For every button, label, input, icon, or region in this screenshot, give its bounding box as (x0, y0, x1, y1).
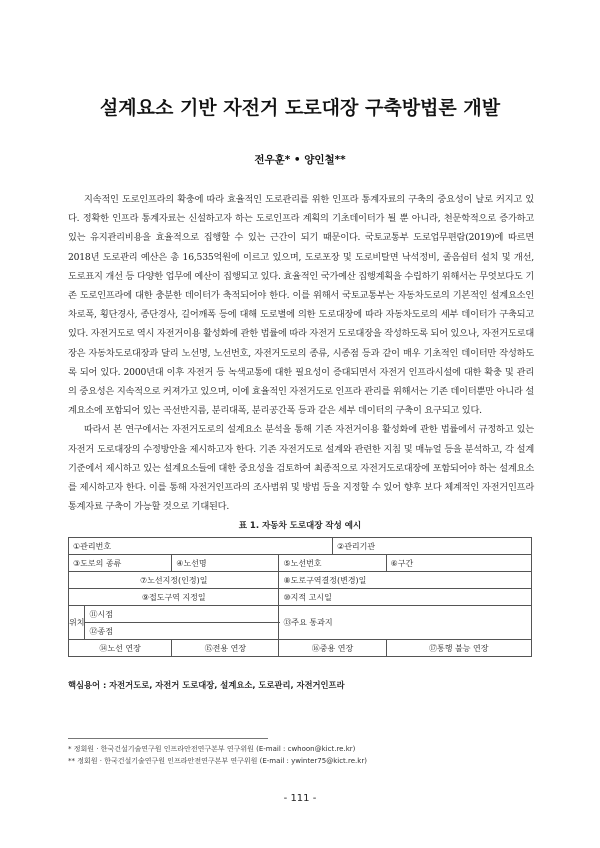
table-cell: ⑨접도구역 지정일 (69, 589, 279, 606)
footnote-2: ** 정회원 · 한국건설기술연구원 인프라안전연구본부 연구위원 (E-mail : ywinter75@kict.re.kr) (68, 757, 367, 765)
table-cell: ⑭노선 연장 (69, 640, 172, 657)
authors: 전우훈* • 양인철** (254, 154, 346, 166)
table-cell: ④노선명 (172, 555, 279, 572)
table-cell: ⑥구간 (386, 555, 531, 572)
abstract-paragraph-2: 따라서 본 연구에서는 자전거도로의 설계요소 분석을 통해 기존 자전거이용 활성화에 관한 법률에서 규정하고 있는 자전거 도로대장의 수정방안을 제시하고자 한다. 기존 자전거도로 설계와 관련한 지침 및 매뉴얼 등을 분석하고, 각 설계기준에서 제시하고 있는 설계요소들에 대한 중요성을 검토하여 최종적으로 자전거도로대장에 포함되어야 하는 설계요소를 제시하고자 한다. 이를 통해 자전거인프라의 조사범위 및 방법 등을 지정할 수 있어 향후 보다 체계적인 자전거인프라 통계자료 구축이 가능할 것으로 기대된다. (68, 424, 534, 513)
keywords: 핵심용어 : 자전거도로, 자전거 도로대장, 설계요소, 도로관리, 자전거인프라 (68, 680, 345, 690)
footnote-divider (68, 738, 268, 739)
table-cell: ②관리기관 (333, 538, 532, 555)
table-caption: 표 1. 자동차 도로대장 작성 예시 (238, 521, 362, 531)
table-row (69, 606, 532, 623)
table-row (69, 572, 532, 589)
table-cell: ⑬주요 통과지 (279, 606, 532, 640)
footnotes (68, 738, 538, 767)
table-cell: ⑰통행 불능 연장 (386, 640, 531, 657)
table-cell: ⑤노선번호 (279, 555, 386, 572)
table-cell: ⑯중용 연장 (279, 640, 386, 657)
paper-title: 설계요소 기반 자전거 도로대장 구축방법론 개발 (99, 97, 501, 119)
table-row (69, 538, 532, 555)
page-number: - 111 - (283, 793, 317, 804)
table-cell: ①관리번호 (69, 538, 333, 555)
footnote-1: * 정회원 · 한국건설기술연구원 인프라안전연구본부 연구위원 (E-mail : cwhoon@kict.re.kr) (68, 745, 356, 753)
table-cell: ⑪시점 (85, 606, 279, 623)
table-cell: ⑫종점 (85, 623, 279, 640)
table-cell: ⑧도로구역결정(변경)일 (279, 572, 532, 589)
table-cell: ⑦노선지정(인정)일 (69, 572, 279, 589)
abstract (68, 190, 534, 516)
table-row (69, 555, 532, 572)
road-register-table (68, 537, 532, 657)
table-cell: ⑮전용 연장 (172, 640, 279, 657)
abstract-paragraph-1: 지속적인 도로인프라의 확충에 따라 효율적인 도로관리를 위한 인프라 통계자료의 구축의 중요성이 날로 커지고 있다. 정확한 인프라 통계자료는 신설하고자 하는 도로인프라 계획의 기초데이터가 될 뿐 아니라, 천문학적으로 증가하고 있는 유지관리비용을 효율적으로 집행할 수 있는 근간이 되기 때문이다. 국토교통부 도로업무편람(2019)에 따르면 2018년 도로관리 예산은 총 16,535억원에 이르고 있으며, 도로포장 및 도로비탈면 낙석정비, 졸음쉼터 설치 및 개선, 도로표지 개선 등 다양한 업무에 예산이 집행되고 있다. 효율적인 국가예산 집행계획을 수립하기 위해서는 무엇보다도 기존 도로인프라에 대한 충분한 데이터가 축적되어야 한다. 이를 위해서 국토교통부는 자동차도로의 기본적인 설계요소인 차로폭, 횡단경사, 종단경사, 길어깨폭 등에 대해 도로별에 의한 도로대장에 따라 자동차도로의 세부 데이터가 구축되고 있다. 자전거도로 역시 자전거이용 활성화에 관한 법률에 따라 자전거 도로대장을 작성하도록 되어 있으나, 자전거도로대장은 자동차도로대장과 달리 노선명, 노선번호, 자전거도로의 종류, 시종점 등과 같이 매우 기초적인 데이터만 작성하도록 되어 있다. 2000년대 이후 자전거 등 녹색교통에 대한 필요성이 증대되면서 자전거 인프라시설에 대한 확충 및 관리의 중요성은 지속적으로 커져가고 있으며, 이에 효율적인 자전거도로 인프라 관리를 위해서는 기존 데이터뿐만 아니라 설계요소에 포함되어 있는 곡선반지름, 분리대폭, 분리공간폭 등과 같은 세부 데이터의 구축이 요구되고 있다. (68, 194, 534, 417)
table-cell: ③도로의 종류 (69, 555, 172, 572)
table-row (69, 640, 532, 657)
table-cell-location: 위치 (69, 606, 85, 640)
table-cell: ⑩지적 고시일 (279, 589, 532, 606)
table-row (69, 589, 532, 606)
